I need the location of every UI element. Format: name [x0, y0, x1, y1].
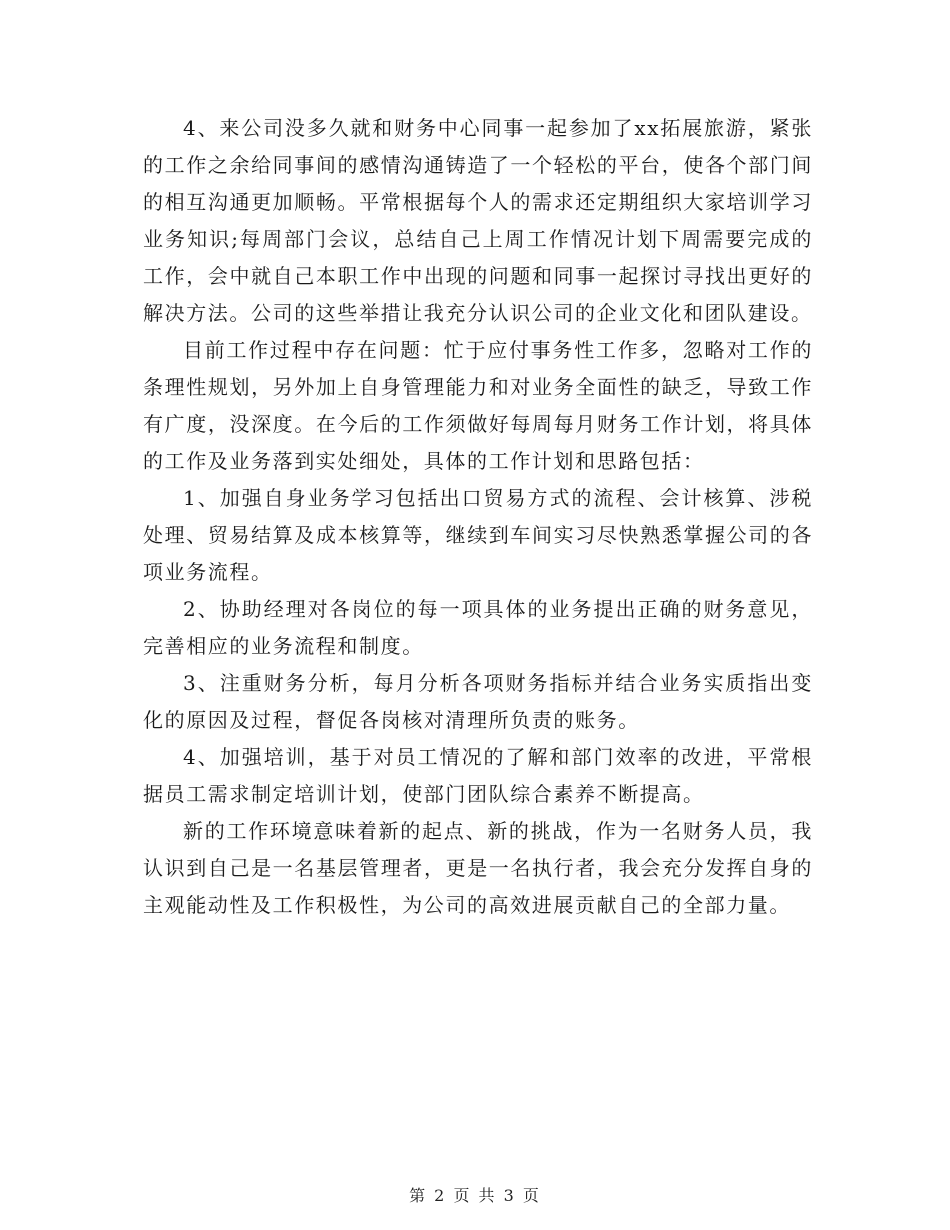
- document-body: [143, 110, 813, 924]
- paragraph-current-problems: 目前工作过程中存在问题：忙于应付事务性工作多，忽略对工作的条理性规划，另外加上自身管理能力和对业务全面性的缺乏，导致工作有广度，没深度。在今后的工作须做好每周每月财务工作计划，将具体的工作及业务落到实处细处，具体的工作计划和思路包括：: [143, 338, 813, 473]
- paragraph-plan-item-3: 3、注重财务分析，每月分析各项财务指标并结合业务实质指出变化的原因及过程，督促各岗核对清理所负责的账务。: [143, 671, 813, 732]
- page-footer: 第 2 页 共 3 页: [409, 1186, 541, 1205]
- paragraph-plan-item-4: 4、加强培训，基于对员工情况的了解和部门效率的改进，平常根据员工需求制定培训计划，使部门团队综合素养不断提高。: [143, 745, 813, 806]
- paragraph-plan-item-1: 1、加强自身业务学习包括出口贸易方式的流程、会计核算、涉税处理、贸易结算及成本核算等，继续到车间实习尽快熟悉掌握公司的各项业务流程。: [143, 486, 813, 584]
- paragraph-plan-item-2: 2、协助经理对各岗位的每一项具体的业务提出正确的财务意见，完善相应的业务流程和制度。: [143, 597, 813, 658]
- paragraph-conclusion: 新的工作环境意味着新的起点、新的挑战，作为一名财务人员，我认识到自己是一名基层管理者，更是一名执行者，我会充分发挥自身的主观能动性及工作积极性，为公司的高效进展贡献自己的全部力量。: [143, 819, 813, 917]
- paragraph-team-building: 4、来公司没多久就和财务中心同事一起参加了xx拓展旅游，紧张的工作之余给同事间的感情沟通铸造了一个轻松的平台，使各个部门间的相互沟通更加顺畅。平常根据每个人的需求还定期组织大家培训学习业务知识;每周部门会议，总结自己上周工作情况计划下周需要完成的工作，会中就自己本职工作中出现的问题和同事一起探讨寻找出更好的解决方法。公司的这些举措让我充分认识公司的企业文化和团队建设。: [143, 116, 813, 325]
